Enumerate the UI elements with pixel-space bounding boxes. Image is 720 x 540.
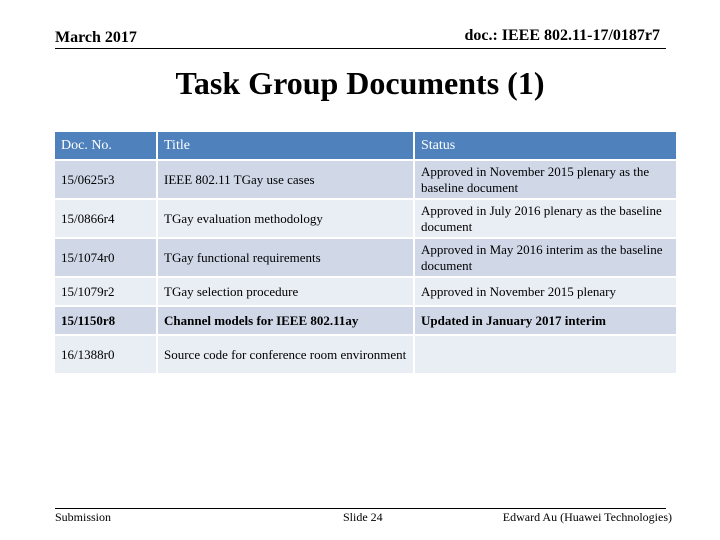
table-row — [55, 161, 676, 198]
table-row — [55, 278, 676, 305]
doc-title-cell: TGay functional requirements — [158, 239, 413, 276]
doc-title-cell: Source code for conference room environment — [158, 336, 413, 373]
column-header-status: Status — [415, 132, 676, 159]
footer-author: Edward Au (Huawei Technologies) — [502, 510, 672, 524]
doc-number-cell: 15/1074r0 — [55, 239, 156, 276]
doc-status-cell: Approved in May 2016 interim as the baseline document — [415, 239, 676, 276]
doc-status-cell — [415, 336, 676, 373]
column-header-title: Title — [158, 132, 413, 159]
header-doc-id: doc.: IEEE 802.11-17/0187r7 — [464, 27, 660, 44]
table-header-row — [55, 132, 676, 159]
documents-table — [53, 130, 678, 375]
doc-title-cell: TGay evaluation methodology — [158, 200, 413, 237]
slide-title: Task Group Documents (1) — [175, 65, 545, 101]
doc-title-cell: TGay selection procedure — [158, 278, 413, 305]
footer-divider — [55, 508, 666, 509]
column-header-doc-no: Doc. No. — [55, 132, 156, 159]
table-row — [55, 239, 676, 276]
header-divider — [55, 48, 666, 49]
doc-number-cell: 15/0866r4 — [55, 200, 156, 237]
header-date: March 2017 — [55, 29, 137, 46]
doc-status-cell: Approved in November 2015 plenary as the baseline document — [415, 161, 676, 198]
doc-number-cell: 15/1079r2 — [55, 278, 156, 305]
doc-status-cell: Approved in July 2016 plenary as the baseline document — [415, 200, 676, 237]
footer-submission: Submission — [55, 510, 112, 524]
doc-number-cell: 15/0625r3 — [55, 161, 156, 198]
table-row — [55, 307, 676, 334]
doc-status-cell: Approved in November 2015 plenary — [415, 278, 676, 305]
doc-title-cell: Channel models for IEEE 802.11ay — [158, 307, 413, 334]
table-row — [55, 336, 676, 373]
table-row — [55, 200, 676, 237]
doc-number-cell: 15/1150r8 — [55, 307, 156, 334]
footer-slide-number: Slide 24 — [343, 510, 383, 524]
doc-title-cell: IEEE 802.11 TGay use cases — [158, 161, 413, 198]
doc-number-cell: 16/1388r0 — [55, 336, 156, 373]
doc-status-cell: Updated in January 2017 interim — [415, 307, 676, 334]
